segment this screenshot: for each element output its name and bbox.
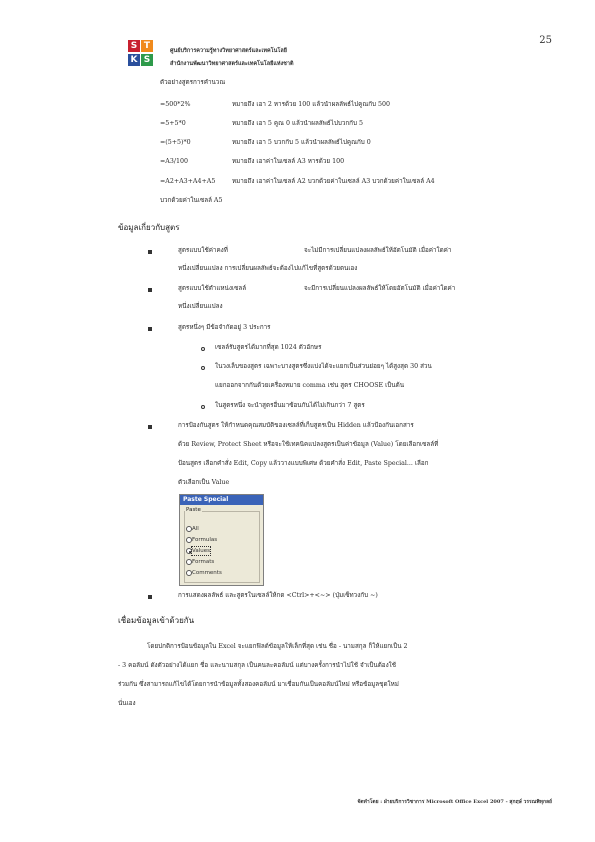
sub-bullet-marker	[201, 405, 205, 409]
protect-text-line: ด้วย Review, Protect Sheet หรือจะใช้เทคนิคแปลงสูตรเป็นค่าข้อมูล (Value) โดยเลือกเซลล์ที่	[178, 441, 439, 448]
bullet-marker	[148, 250, 152, 254]
bullet-marker	[148, 327, 152, 331]
example-formula: =5+5*0	[160, 120, 186, 127]
logo-tile-s2: S	[141, 54, 153, 66]
sub-item: เซลล์รับสูตรได้มากที่สุด 1024 ตัวอักษร	[215, 344, 322, 351]
paste-special-dialog	[179, 494, 264, 586]
logo-tile-t: T	[141, 40, 153, 52]
section-title-formula-info: ข้อมูลเกี่ยวกับสูตร	[118, 223, 180, 232]
bullet-marker	[148, 288, 152, 292]
protect-text-line: การป้องกันสูตร ให้กำหนดคุณสมบัติของเซลล์ที่เก็บสูตรเป็น Hidden แล้วป้องกันเอกสาร	[178, 422, 414, 429]
paragraph-line: โดยปกติการป้อนข้อมูลใน Excel จะแยกฟิลด์ข้อมูลให้เล็กที่สุด เช่น ชื่อ - นามสกุล ก็ให้แยกเป็น 2	[147, 643, 408, 650]
example-description: หมายถึง เอาค่าในเซลล์ A2 บวกด้วยค่าในเซลล์ A3 บวกด้วยค่าในเซลล์ A4	[232, 178, 435, 185]
show-formula-text: การแสดงผลลัพธ์ และสูตรในเซลล์ให้กด <Ctrl>+<~> (ปุ่มเซ็ทวงกับ ~)	[178, 592, 378, 599]
paragraph-line: - 3 คอลัมน์ ดังตัวอย่างได้แยก ชื่อ และนามสกุล เป็นคนละคอลัมน์ แต่บางครั้งการนำไปใช้ จำเป็นต้องใช้	[118, 662, 397, 669]
item-text: จะมีการเปลี่ยนแปลงผลลัพธ์ให้โดยอัตโนมัติ เมื่อค่าใดค่า	[304, 285, 456, 292]
examples-heading: ตัวอย่างสูตรการคำนวณ	[160, 79, 226, 86]
item-text: สูตรหนึ่งๆ มีข้อจำกัดอยู่ 3 ประการ	[178, 324, 271, 331]
sub-item: ในสูตรหนึ่ง จะนำสูตรอื่นมาซ้อนกันได้ไม่เกินกว่า 7 สูตร	[215, 402, 365, 409]
example-formula: =A3/100	[160, 158, 188, 165]
protect-text-line: ตัวเลือกเป็น Value	[178, 479, 230, 486]
logo-tile-s: S	[128, 40, 140, 52]
section-title-join-data: เชื่อมข้อมูลเข้าด้วยกัน	[118, 616, 195, 625]
example-description: หมายถึง เอา 5 บวกกับ 5 แล้วนำผลลัพธ์ไปคูณกับ 0	[232, 139, 371, 146]
item-continuation: หนึ่งเปลี่ยนแปลง การเปลี่ยนผลลัพธ์จะต้องไปแก้ไขที่สูตรด้วยตนเอง	[178, 265, 358, 272]
item-text: จะไม่มีการเปลี่ยนแปลงผลลัพธ์ให้อัตโนมัติ เมื่อค่าใดค่า	[304, 247, 452, 254]
option-all[interactable]: All	[192, 526, 199, 532]
page-footer: จัดทำโดย : ฝ่ายบริการวิชาการ Microsoft Office Excel 2007 - สุกฤษ์ วรรณพิทุกลย์	[357, 799, 552, 805]
sub-item-continuation: แยกออกจากกันด้วยเครื่องหมาย comma เช่น สูตร CHOOSE เป็นต้น	[215, 382, 404, 389]
page-number: 25	[539, 35, 552, 46]
sub-bullet-marker	[201, 366, 205, 370]
example-description: หมายถึง เอา 2 หารด้วย 100 แล้วนำผลลัพธ์ไปคูณกับ 500	[232, 101, 391, 108]
option-values[interactable]: Values	[192, 548, 210, 554]
item-term: สูตรแบบใช้ตำแหน่งเซลล์	[178, 285, 247, 292]
item-continuation: หนึ่งเปลี่ยนแปลง	[178, 303, 223, 310]
sub-item: ในวงเล็บของสูตร เฉพาะบางสูตรซึ่งแบ่งได้จะแยกเป็นส่วนย่อยๆ ได้สูงสุด 30 ส่วน	[215, 363, 432, 370]
example-description: หมายถึง เอาค่าในเซลล์ A3 หารด้วย 100	[232, 158, 345, 165]
logo-tile-k: K	[128, 54, 140, 66]
stks-logo	[128, 36, 166, 70]
bullet-marker	[148, 595, 152, 599]
protect-text-line: ป้อนสูตร เลือกคำสั่ง Edit, Copy แล้ววางแบบพิเศษ ด้วยคำสั่ง Edit, Paste Special... เลือก	[178, 460, 429, 467]
org-name-line2: สำนักงานพัฒนาวิทยาศาสตร์และเทคโนโลยีแห่งชาติ	[170, 61, 294, 67]
example-formula: =(5+5)*0	[160, 139, 191, 146]
example-continuation: บวกด้วยค่าในเซลล์ A5	[160, 197, 223, 204]
example-description: หมายถึง เอา 5 คูณ 0 แล้วนำผลลัพธ์ไปบวกกับ 5	[232, 120, 363, 127]
example-formula: =A2+A3+A4+A5	[160, 178, 216, 185]
option-formulas[interactable]: Formulas	[192, 537, 218, 543]
option-formats[interactable]: Formats	[192, 559, 215, 565]
paragraph-line: นั่นเอง	[118, 700, 136, 707]
bullet-marker	[148, 425, 152, 429]
item-term: สูตรแบบใช้ค่าคงที่	[178, 247, 228, 254]
option-comments[interactable]: Comments	[192, 570, 222, 576]
org-name-line1: ศูนย์บริการความรู้ทางวิทยาศาสตร์และเทคโนโลยี	[170, 48, 287, 54]
example-formula: =500*2%	[160, 101, 191, 108]
paste-group-label: Paste	[186, 507, 201, 513]
dialog-title: Paste Special	[180, 495, 263, 505]
paragraph-line: ร่วมกัน ซึ่งสามารถแก้ไขได้โดยการนำข้อมูลทั้งสองคอลัมน์ มาเชื่อมกันเป็นคอลัมน์ใหม่ หรือข้อมูลชุดใหม่	[118, 681, 399, 688]
sub-bullet-marker	[201, 347, 205, 351]
